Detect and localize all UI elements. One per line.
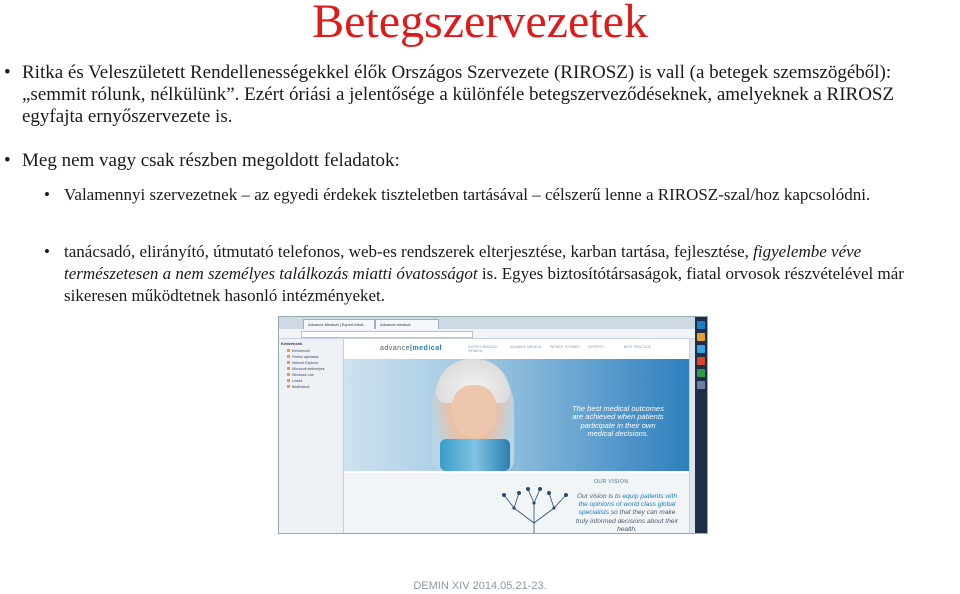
favorites-sidebar [279, 339, 344, 533]
subbullet-text-c: is. Egyes biztosítótársaságok, fiatal orvosok részvételével már sikeresen működtetnek hasonló intézményeket. [64, 264, 904, 305]
site-logo[interactable]: advance|medical [380, 345, 443, 352]
hero-quote: The best medical outcomes are achieved when patients participate in their own medical decisions. [572, 404, 664, 439]
address-bar [279, 329, 707, 339]
browser-tab-1[interactable]: Advance Medical | Expert Medi... [303, 319, 375, 330]
slide-footer: DEMIN XIV 2014.05.21-23. [413, 580, 547, 592]
bullet-dot: • [4, 150, 11, 171]
subbullet-services [0, 241, 955, 307]
browser-tab-2[interactable]: Advance medical [375, 319, 439, 330]
logo-bold: medical [412, 345, 443, 352]
web-page [344, 339, 689, 533]
bullet-dot: • [44, 242, 50, 261]
sidebar-item[interactable]: Windows Live [279, 372, 343, 378]
subbullet-organizations [0, 184, 920, 206]
sidebar-item[interactable]: Beállítások [279, 384, 343, 390]
nav-link[interactable]: EXPERT MEDICAL OPINION [468, 345, 498, 353]
bullet-text: Meg nem vagy csak részben megoldott feladatok: [22, 150, 400, 171]
logo-plain: advance [380, 345, 410, 352]
nav-link[interactable]: PATIENT STORIES [550, 345, 580, 349]
sidebar-item[interactable]: Internet Explorer [279, 360, 343, 366]
url-input[interactable] [301, 331, 473, 338]
windows-taskbar [695, 317, 707, 533]
hero-banner [344, 359, 689, 471]
sidebar-item[interactable]: Firefox ajánlatok [279, 354, 343, 360]
sidebar-header: Kedvencek [281, 341, 303, 346]
nav-link[interactable]: ADVANCE MEDICAL [510, 345, 543, 349]
browser-icon[interactable] [697, 345, 705, 353]
bullet-tasks [0, 150, 400, 172]
portrait-face [452, 385, 496, 437]
network-tree-graphic [494, 483, 574, 534]
nav-link[interactable]: BEST PRACTICE [624, 345, 651, 349]
vision-section [344, 473, 689, 533]
portrait-scarf [440, 439, 510, 471]
bullet-text: Ritka és Veleszületett Rendellenességekkel élők Országos Szervezete (RIROSZ) is vall (a betegek szemszögéből): „semmit rólunk, nélkülünk”. Ezért óriási a jelentősége a különféle betegszerveződéseknek, amelyeknek a RIROSZ egyfajta ernyőszervezete is. [22, 62, 895, 127]
start-icon[interactable] [697, 321, 705, 329]
app-icon[interactable] [697, 381, 705, 389]
subbullet-text-italic: figyelembe véve természetesen a nem személyes találkozás miatti óvatosságot [64, 242, 862, 283]
vision-title: OUR VISION [594, 479, 629, 485]
app-icon[interactable] [697, 357, 705, 365]
subbullet-text-a: tanácsadó, elirányító, útmutató telefonos, web-es rendszerek elterjesztése, karban tartása, fejlesztése, [64, 242, 754, 261]
subbullet-text: Valamennyi szervezetnek – az egyedi érdekek tiszteletben tartásával – célszerű lenne a RIROSZ-szal/hoz kapcsolódni. [64, 185, 871, 204]
slide-title: Betegszervezetek [312, 0, 648, 48]
sidebar-item[interactable]: Linkek [279, 378, 343, 384]
bullet-dot: • [44, 185, 50, 204]
browser-tab-bar [279, 317, 707, 329]
sidebar-item[interactable]: Microsoft webhelyek [279, 366, 343, 372]
folder-icon[interactable] [697, 333, 705, 341]
nav-link[interactable]: EXPERTS [588, 345, 604, 349]
subbullet-text [0, 241, 955, 307]
app-icon[interactable] [697, 369, 705, 377]
bullet-rirosz [0, 62, 952, 128]
vision-text: Our vision is to equip patients with the opinions of world class global specialists so that they can make truly informed decisions about their health. [575, 493, 679, 533]
sidebar-item[interactable]: Kedvencek [279, 348, 343, 354]
bullet-dot: • [4, 62, 11, 83]
browser-screenshot [278, 316, 708, 534]
